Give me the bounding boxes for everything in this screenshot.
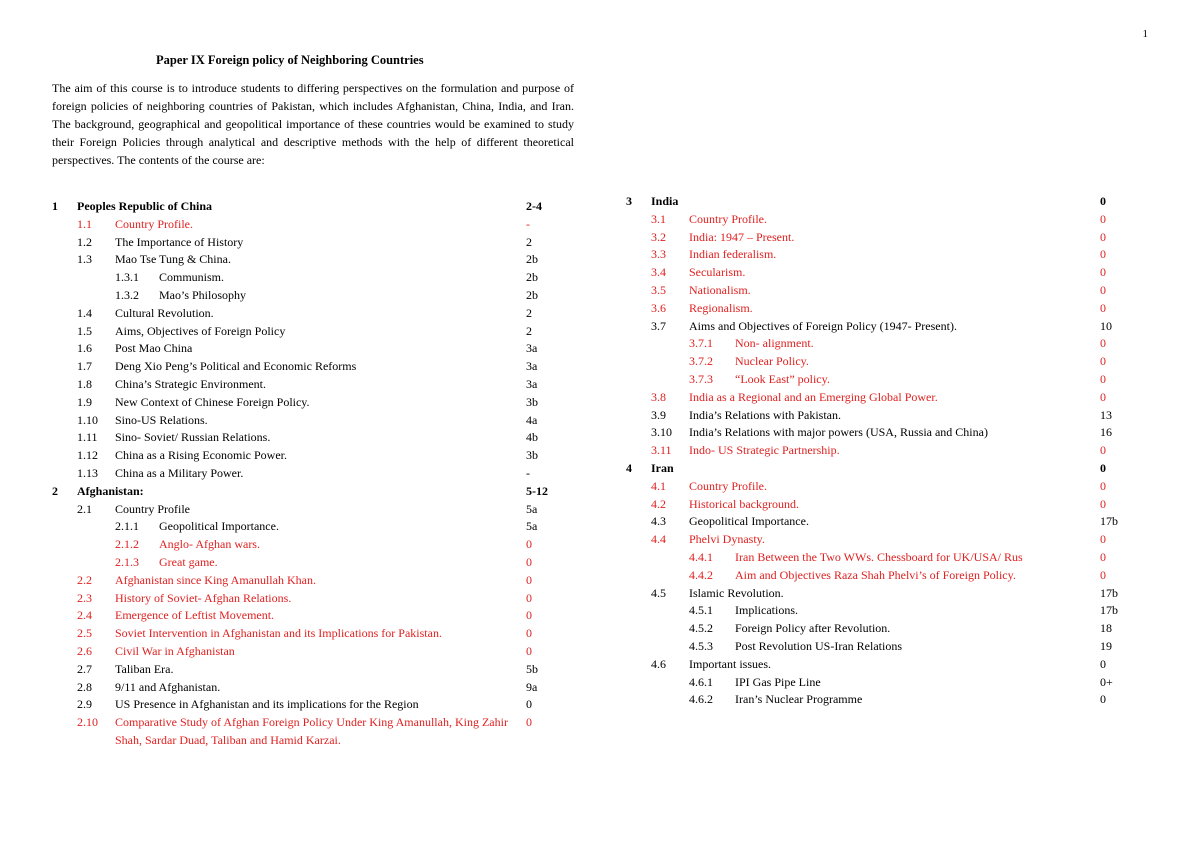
contents-row <box>52 376 572 394</box>
section-value: 0 <box>1100 460 1106 475</box>
section-value: 0 <box>1100 229 1106 244</box>
section-number: 2.4 <box>77 608 92 623</box>
section-title: India’s Relations with Pakistan. <box>689 407 841 422</box>
section-title: Afghanistan: <box>77 483 144 498</box>
section-value: 0 <box>1100 247 1106 262</box>
section-value: 5a <box>526 519 538 534</box>
section-value: - <box>526 465 530 480</box>
contents-row <box>626 585 1116 603</box>
section-number: 1 <box>52 199 58 213</box>
section-number: 2.1.1 <box>115 519 139 534</box>
section-value: 0 <box>1100 692 1106 707</box>
contents-row <box>626 549 1116 567</box>
section-title: China as a Rising Economic Power. <box>115 448 287 463</box>
section-title: Secularism. <box>689 265 746 280</box>
section-value: 9a <box>526 679 538 694</box>
section-title: Country Profile. <box>115 216 193 231</box>
contents-row <box>626 371 1116 389</box>
section-number: 2.6 <box>77 643 92 658</box>
section-value: 0 <box>1100 211 1106 226</box>
section-title: IPI Gas Pipe Line <box>735 674 821 689</box>
section-number: 4.1 <box>651 478 666 493</box>
section-number: 3.6 <box>651 300 666 315</box>
section-value: 0 <box>1100 389 1106 404</box>
contents-row <box>52 305 572 323</box>
section-value: 0 <box>1100 478 1106 493</box>
contents-row <box>52 679 572 697</box>
contents-row <box>626 478 1116 496</box>
contents-row <box>626 567 1116 585</box>
section-title: Comparative Study of Afghan Foreign Policy Under King Amanullah, King Zahir Shah, Sardar Duad, Taliban and Hamid Karzai. <box>115 715 508 747</box>
section-title: Emergence of Leftist Movement. <box>115 608 275 623</box>
section-title: Phelvi Dynasty. <box>689 532 765 547</box>
contents-row <box>52 518 572 536</box>
section-title: China as a Military Power. <box>115 465 244 480</box>
section-number: 3.3 <box>651 247 666 262</box>
contents-row <box>52 696 572 714</box>
section-value: 0 <box>1100 354 1106 369</box>
contents-row <box>626 674 1116 692</box>
section-number: 3.10 <box>651 425 672 440</box>
section-number: 2.8 <box>77 679 92 694</box>
section-number: 4 <box>626 460 632 475</box>
contents-row <box>52 661 572 679</box>
contents-row <box>52 554 572 572</box>
section-value: 0 <box>1100 532 1106 547</box>
section-number: 1.10 <box>77 412 98 427</box>
section-number: 2.2 <box>77 572 92 587</box>
section-number: 4.6 <box>651 656 666 671</box>
section-title: Communism. <box>159 270 225 285</box>
contents-row <box>626 602 1116 620</box>
section-title: New Context of Chinese Foreign Policy. <box>115 394 310 409</box>
section-value: 0 <box>1100 336 1106 351</box>
section-title: Geopolitical Importance. <box>159 519 279 534</box>
section-title: Nationalism. <box>689 282 751 297</box>
section-number: 3.2 <box>651 229 666 244</box>
contents-row <box>626 264 1116 282</box>
contents-row <box>626 460 1116 478</box>
contents-row <box>626 496 1116 514</box>
section-title: Peoples Republic of China <box>77 199 213 213</box>
section-number: 4.5.2 <box>689 621 713 636</box>
section-value: 19 <box>1100 638 1112 653</box>
section-number: 3.9 <box>651 407 666 422</box>
contents-row <box>626 656 1116 674</box>
section-title: Implications. <box>735 603 798 618</box>
section-number: 1.12 <box>77 448 98 463</box>
section-value: 0 <box>1100 567 1106 582</box>
contents-row <box>626 513 1116 531</box>
contents-row <box>52 465 572 483</box>
contents-row <box>52 714 572 750</box>
section-value: 2b <box>526 287 538 302</box>
section-title: Post Revolution US-Iran Relations <box>735 638 902 653</box>
section-value: 0 <box>526 715 532 730</box>
section-number: 4.4.1 <box>689 549 713 564</box>
section-value: 13 <box>1100 407 1112 422</box>
section-value: 4a <box>526 412 538 427</box>
section-value: 0 <box>526 537 532 552</box>
section-title: Iran <box>651 460 674 475</box>
contents-row <box>52 412 572 430</box>
section-title: India as a Regional and an Emerging Global Power. <box>689 389 938 404</box>
contents-row <box>52 501 572 519</box>
section-title: Taliban Era. <box>115 661 174 676</box>
section-title: Nuclear Policy. <box>735 354 809 369</box>
contents-row <box>52 394 572 412</box>
section-title: Important issues. <box>689 656 771 671</box>
contents-row <box>52 198 572 216</box>
section-number: 4.6.2 <box>689 692 713 707</box>
contents-row <box>52 625 572 643</box>
section-title: Anglo- Afghan wars. <box>159 537 260 552</box>
section-value: 0 <box>526 572 532 587</box>
section-number: 3.8 <box>651 389 666 404</box>
contents-row <box>626 282 1116 300</box>
section-title: Sino- Soviet/ Russian Relations. <box>115 430 271 445</box>
section-value: 0 <box>1100 194 1106 208</box>
section-title: “Look East” policy. <box>735 371 830 386</box>
section-title: Country Profile. <box>689 211 767 226</box>
section-value: 0 <box>526 608 532 623</box>
section-number: 3.11 <box>651 443 672 458</box>
section-number: 4.5 <box>651 585 666 600</box>
contents-left-column <box>52 198 572 750</box>
section-title: Regionalism. <box>689 300 753 315</box>
section-title: Civil War in Afghanistan <box>115 643 235 658</box>
contents-row <box>52 269 572 287</box>
section-title: Aims and Objectives of Foreign Policy (1947- Present). <box>689 318 957 333</box>
section-value: 0 <box>1100 282 1106 297</box>
section-value: 17b <box>1100 514 1118 529</box>
section-number: 4.4.2 <box>689 567 713 582</box>
section-number: 4.5.1 <box>689 603 713 618</box>
section-title: Deng Xio Peng’s Political and Economic Reforms <box>115 359 357 374</box>
section-number: 1.3.1 <box>115 270 139 285</box>
contents-row <box>626 193 1116 211</box>
section-number: 3.7 <box>651 318 666 333</box>
section-value: 2 <box>526 234 532 249</box>
section-number: 2.1.3 <box>115 554 139 569</box>
section-value: 3a <box>526 359 538 374</box>
section-number: 1.2 <box>77 234 92 249</box>
contents-row <box>52 234 572 252</box>
section-title: Cultural Revolution. <box>115 305 214 320</box>
contents-row <box>626 246 1116 264</box>
section-title: India: 1947 – Present. <box>689 229 795 244</box>
contents-row <box>52 536 572 554</box>
contents-row <box>626 318 1116 336</box>
section-title: The Importance of History <box>115 234 244 249</box>
document-title: Paper IX Foreign policy of Neighboring Countries <box>156 53 424 67</box>
section-title: Aim and Objectives Raza Shah Phelvi’s of Foreign Policy. <box>735 567 1016 582</box>
section-value: 2b <box>526 252 538 267</box>
section-title: Aims, Objectives of Foreign Policy <box>115 323 286 338</box>
section-value: - <box>526 216 530 231</box>
section-number: 3.7.2 <box>689 354 713 369</box>
contents-row <box>52 590 572 608</box>
section-value: 5a <box>526 501 538 516</box>
section-value: 18 <box>1100 621 1112 636</box>
section-number: 3.5 <box>651 282 666 297</box>
contents-row <box>626 389 1116 407</box>
section-title: Great game. <box>159 554 218 569</box>
section-value: 0 <box>1100 300 1106 315</box>
contents-row <box>626 638 1116 656</box>
section-number: 4.2 <box>651 496 666 511</box>
section-number: 2.1 <box>77 501 92 516</box>
section-title: Country Profile. <box>689 478 767 493</box>
contents-row <box>52 358 572 376</box>
contents-row <box>52 216 572 234</box>
section-number: 1.9 <box>77 394 92 409</box>
section-title: 9/11 and Afghanistan. <box>115 679 221 694</box>
section-number: 1.7 <box>77 359 92 374</box>
page-number: 1 <box>1142 28 1148 40</box>
contents-row <box>626 211 1116 229</box>
contents-row <box>626 335 1116 353</box>
section-title: Indo- US Strategic Partnership. <box>689 443 840 458</box>
section-value: 5b <box>526 661 538 676</box>
section-value: 0 <box>1100 549 1106 564</box>
section-number: 2.10 <box>77 715 98 730</box>
section-value: 3a <box>526 341 538 356</box>
section-value: 3a <box>526 376 538 391</box>
section-number: 1.6 <box>77 341 92 356</box>
section-number: 1.13 <box>77 465 98 480</box>
contents-row <box>52 287 572 305</box>
section-number: 3.7.3 <box>689 371 713 386</box>
contents-row <box>52 447 572 465</box>
section-number: 2 <box>52 483 58 498</box>
section-number: 2.5 <box>77 626 92 641</box>
contents-row <box>626 442 1116 460</box>
section-title: Mao’s Philosophy <box>159 287 247 302</box>
contents-right-column <box>626 193 1116 709</box>
contents-row <box>626 407 1116 425</box>
section-value: 5-12 <box>526 483 548 498</box>
section-number: 1.1 <box>77 216 92 231</box>
section-title: Islamic Revolution. <box>689 585 784 600</box>
contents-row <box>52 607 572 625</box>
section-title: Geopolitical Importance. <box>689 514 809 529</box>
section-number: 4.5.3 <box>689 638 713 653</box>
contents-row <box>626 229 1116 247</box>
section-title: Post Mao China <box>115 341 193 356</box>
contents-row <box>52 643 572 661</box>
contents-row <box>626 353 1116 371</box>
section-number: 3.4 <box>651 265 666 280</box>
section-number: 1.3 <box>77 252 92 267</box>
section-value: 0 <box>526 554 532 569</box>
section-value: 2 <box>526 305 532 320</box>
section-title: Sino-US Relations. <box>115 412 208 427</box>
section-title: India <box>651 194 679 208</box>
section-value: 4b <box>526 430 538 445</box>
section-value: 2-4 <box>526 199 542 213</box>
contents-row <box>626 424 1116 442</box>
section-value: 0 <box>526 626 532 641</box>
contents-row <box>626 620 1116 638</box>
section-title: India’s Relations with major powers (USA, Russia and China) <box>689 425 988 440</box>
contents-row <box>626 300 1116 318</box>
section-value: 0 <box>526 643 532 658</box>
section-number: 1.11 <box>77 430 98 445</box>
section-value: 0 <box>1100 265 1106 280</box>
contents-row <box>626 691 1116 709</box>
contents-row <box>626 531 1116 549</box>
section-title: Country Profile <box>115 501 190 516</box>
section-title: History of Soviet- Afghan Relations. <box>115 590 292 605</box>
section-number: 2.9 <box>77 697 92 712</box>
section-title: Iran Between the Two WWs. Chessboard for UK/USA/ Rus <box>735 549 1023 564</box>
section-number: 2.3 <box>77 590 92 605</box>
section-value: 17b <box>1100 603 1118 618</box>
section-number: 1.5 <box>77 323 92 338</box>
intro-paragraph: The aim of this course is to introduce students to differing perspectives on the formulation and purpose of foreign policies of neighboring countries of Pakistan, which includes Afghanistan, China, India, and Iran. The background, geographical and geopolitical importance of these countries would be examined to study their Foreign Policies through analytical and descriptive methods with the help of different theoretical perspectives. The contents of the course are: <box>52 81 574 167</box>
section-value: 0 <box>1100 496 1106 511</box>
section-value: 17b <box>1100 585 1118 600</box>
section-value: 16 <box>1100 425 1112 440</box>
section-title: Soviet Intervention in Afghanistan and its Implications for Pakistan. <box>115 626 442 641</box>
section-number: 4.4 <box>651 532 666 547</box>
section-number: 4.3 <box>651 514 666 529</box>
section-value: 0 <box>526 590 532 605</box>
section-value: 2b <box>526 270 538 285</box>
section-value: 0 <box>526 697 532 712</box>
section-number: 1.8 <box>77 376 92 391</box>
section-number: 3.7.1 <box>689 336 713 351</box>
section-title: China’s Strategic Environment. <box>115 376 266 391</box>
contents-row <box>52 572 572 590</box>
section-number: 1.3.2 <box>115 287 139 302</box>
section-value: 10 <box>1100 318 1112 333</box>
contents-row <box>52 340 572 358</box>
section-number: 3.1 <box>651 211 666 226</box>
section-number: 4.6.1 <box>689 674 713 689</box>
section-number: 2.1.2 <box>115 537 139 552</box>
section-title: Iran’s Nuclear Programme <box>735 692 863 707</box>
section-value: 3b <box>526 448 538 463</box>
section-value: 0+ <box>1100 674 1113 689</box>
contents-row <box>52 483 572 501</box>
section-number: 2.7 <box>77 661 92 676</box>
section-title: Indian federalism. <box>689 247 777 262</box>
section-title: Historical background. <box>689 496 799 511</box>
section-value: 0 <box>1100 371 1106 386</box>
contents-row <box>52 429 572 447</box>
section-number: 1.4 <box>77 305 92 320</box>
section-value: 2 <box>526 323 532 338</box>
contents-row <box>52 323 572 341</box>
section-value: 0 <box>1100 443 1106 458</box>
section-value: 3b <box>526 394 538 409</box>
section-title: Afghanistan since King Amanullah Khan. <box>115 572 316 587</box>
contents-row <box>52 251 572 269</box>
section-title: Mao Tse Tung & China. <box>115 252 231 267</box>
section-value: 0 <box>1100 656 1106 671</box>
section-number: 3 <box>626 194 632 208</box>
section-title: Non- alignment. <box>735 336 814 351</box>
section-title: Foreign Policy after Revolution. <box>735 621 891 636</box>
section-title: US Presence in Afghanistan and its implications for the Region <box>115 697 419 712</box>
